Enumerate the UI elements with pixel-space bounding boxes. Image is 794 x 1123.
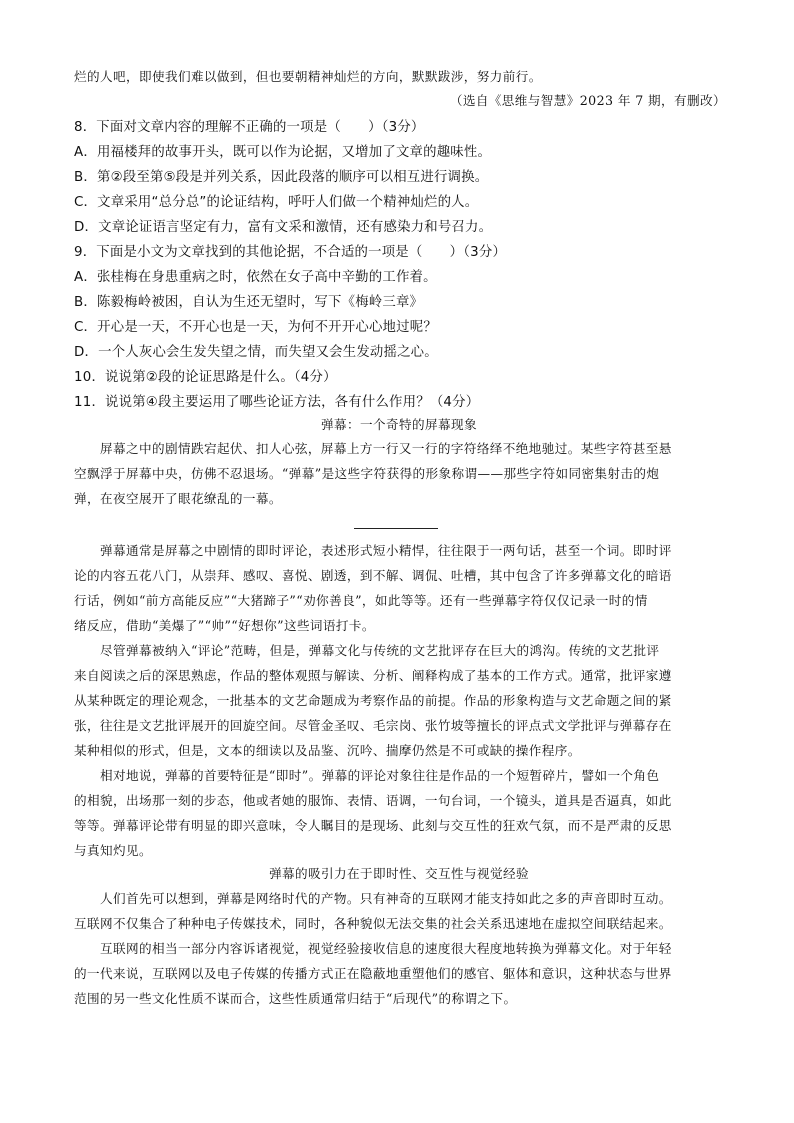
section-subtitle: 弹幕的吸引力在于即时性、交互性与视觉经验 (269, 866, 529, 881)
question-8-option-c: C．文章采用“总分总”的论证结构，呼吁人们做一个精神灿烂的人。 (74, 195, 479, 210)
question-8-option-d: D．文章论证语言坚定有力，富有文采和激情，还有感染力和号召力。 (74, 220, 493, 235)
question-8-stem: 8．下面对文章内容的理解不正确的一项是（ ）（3分） (74, 120, 425, 135)
question-9-option-c: C．开心是一天，不开心也是一天，为何不开开心心地过呢？ (74, 320, 437, 335)
paragraph-line: 从某种既定的理论观念，一批基本的文艺命题成为考察作品的前提。作品的形象构造与文艺命题之间的紧 (74, 693, 672, 708)
paragraph-line: 来自阅读之后的深思熟虑，作品的整体观照与解读、分析、阐释构成了基本的工作方式。通常，批评家遵 (74, 668, 672, 683)
paragraph-line: 绪反应，借助“美爆了”“帅”“好想你”这些词语打卡。 (74, 618, 375, 633)
article-source: （选自《思维与智慧》2023 年 7 期，有删改） (449, 93, 726, 108)
paragraph-line: 互联网不仅集合了种种电子传媒技术，同时，各种貌似无法交集的社会关系迅速地在虚拟空间联结起来。 (74, 916, 672, 931)
question-11: 11．说说第④段主要运用了哪些论证方法，各有什么作用？（4分） (74, 395, 480, 410)
paragraph-line: 等等。弹幕评论带有明显的即兴意味，令人瞩目的是现场、此刻与交互性的狂欢气氛，而不是严肃的反思 (74, 818, 672, 833)
paragraph-line: 人们首先可以想到，弹幕是网络时代的产物。只有神奇的互联网才能支持如此之多的声音即时互动。 (100, 891, 672, 906)
paragraph-line: 与真知灼见。 (74, 843, 152, 858)
paragraph-line: 的一代来说，互联网以及电子传媒的传播方式正在隐蔽地重塑他们的感官、躯体和意识，这种状态与世界 (74, 966, 672, 981)
paragraph-line: 空飘浮于屏幕中央，仿佛不忍退场。“弹幕”是这些字符获得的形象称谓——那些字符如同密集射击的炮 (74, 466, 660, 481)
paragraph-line: 论的内容五花八门，从崇拜、感叹、喜悦、剧透，到不解、调侃、吐槽，其中包含了许多弹幕文化的暗语 (74, 568, 672, 583)
article-text-line: 烂的人吧，即使我们难以做到，但也要朝精神灿烂的方向，默默跋涉，努力前行。 (74, 69, 542, 84)
paragraph-line: 某种相似的形式，但是，文本的细读以及品鉴、沉吟、揣摩仍然是不可或缺的操作程序。 (74, 743, 581, 758)
question-10: 10．说说第②段的论证思路是什么。（4分） (74, 370, 337, 385)
paragraph-line: 范围的另一些文化性质不谋而合，这些性质通常归结于“后现代”的称谓之下。 (74, 991, 517, 1006)
paragraph-line: 的相貌，出场那一刻的步态，他或者她的服饰、表情、语调，一句台词，一个镜头，道具是否逼真，如此 (74, 793, 672, 808)
paragraph-line: 弹幕通常是屏幕之中剧情的即时评论，表述形式短小精悍，往往限于一两句话，甚至一个词。即时评 (100, 543, 672, 558)
paragraph-line: 屏幕之中的剧情跌宕起伏、扣人心弦，屏幕上方一行又一行的字符络绎不绝地驰过。某些字符甚至悬 (100, 441, 672, 456)
question-8-option-b: B．第②段至第⑤段是并列关系，因此段落的顺序可以相互进行调换。 (74, 170, 489, 185)
paragraph-line: 互联网的相当一部分内容诉诸视觉，视觉经验接收信息的速度很大程度地转换为弹幕文化。对于年轻 (100, 941, 672, 956)
paragraph-line: 尽管弹幕被纳入“评论”范畴，但是，弹幕文化与传统的文艺批评存在巨大的鸿沟。传统的文艺批评 (100, 643, 660, 658)
paragraph-line: 张，往往是文艺批评展开的回旋空间。尽管金圣叹、毛宗岗、张竹坡等擅长的评点式文学批评与弹幕存在 (74, 718, 672, 733)
paragraph-line: 弹，在夜空展开了眼花缭乱的一幕。 (74, 491, 282, 506)
paragraph-line: 相对地说，弹幕的首要特征是“即时”。弹幕的评论对象往往是作品的一个短暂碎片，譬如一个角色 (100, 768, 660, 783)
question-9-stem: 9．下面是小文为文章找到的其他论据，不合适的一项是（ ）（3分） (74, 245, 507, 260)
question-9-option-d: D．一个人灰心会生发失望之情，而失望又会生发动摇之心。 (74, 345, 438, 360)
question-8-option-a: A．用福楼拜的故事开头，既可以作为论据，又增加了文章的趣味性。 (74, 145, 492, 160)
article-title: 弹幕：一个奇特的屏幕现象 (321, 417, 477, 432)
section-divider (354, 528, 438, 529)
question-9-option-a: A．张桂梅在身患重病之时，依然在女子高中辛勤的工作着。 (74, 270, 437, 285)
question-9-option-b: B．陈毅梅岭被困，自认为生还无望时，写下《梅岭三章》 (74, 295, 424, 310)
paragraph-line: 行话，例如“前方高能反应”“大猪蹄子”“劝你善良”，如此等等。还有一些弹幕字符仅仅记录一时的情 (74, 593, 648, 608)
